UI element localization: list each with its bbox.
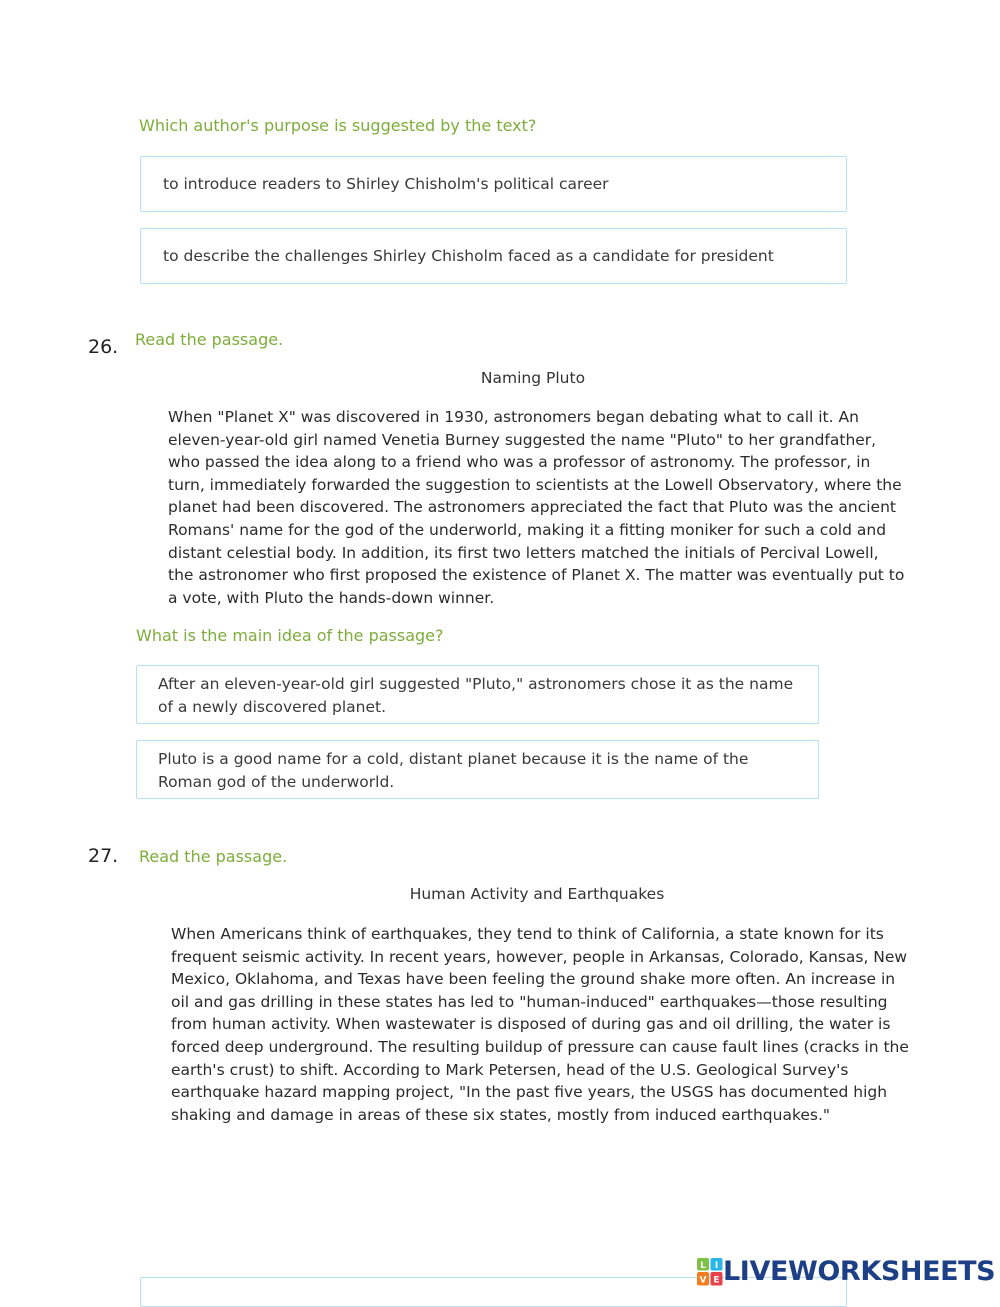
question-prompt-25: Which author's purpose is suggested by the text?: [139, 116, 537, 135]
answer-choice-text: to introduce readers to Shirley Chisholm's political career: [163, 175, 609, 193]
logo-icon-letter: L: [700, 1260, 706, 1271]
answer-choice-text: Pluto is a good name for a cold, distant planet because it is the name of the Roman god of the underworld.: [158, 750, 749, 791]
logo-icon-letter: I: [714, 1260, 719, 1271]
answer-choice[interactable]: [136, 665, 819, 724]
read-passage-instruction: Read the passage.: [139, 847, 288, 866]
passage-text: When "Planet X" was discovered in 1930, astronomers began debating what to call it. An eleven-year-old girl named Venetia Burney suggested the name "Pluto" to her grandfather, who passed the idea along to a friend who was a professor of astronomy. The professor, in turn, immediately forwarded the suggestion to scientists at the Lowell Observatory, where the planet had been discovered. The astronomers appreciated the fact that Pluto was the ancient Romans' name for the god of the underworld, making it a fitting moniker for such a cold and distant celestial body. In addition, its first two letters matched the initials of Percival Lowell, the astronomer who first proposed the existence of Planet X. The matter was eventually put to a vote, with Pluto the hands-down winner.: [168, 408, 905, 607]
logo-icon-letter: V: [699, 1275, 707, 1285]
liveworksheets-logo-icon: [697, 1258, 723, 1286]
logo-icon-letter: E: [713, 1275, 720, 1285]
answer-choice-text: to describe the challenges Shirley Chisholm faced as a candidate for president: [163, 247, 774, 265]
answer-choice[interactable]: [136, 740, 819, 799]
passage-title: Naming Pluto: [480, 369, 586, 387]
question-prompt-26: What is the main idea of the passage?: [136, 626, 444, 645]
question-number-26: 26.: [88, 336, 119, 358]
liveworksheets-logo: [697, 1256, 995, 1287]
passage-title: Human Activity and Earthquakes: [409, 885, 665, 903]
read-passage-instruction: Read the passage.: [135, 330, 284, 349]
question-number-27: 27.: [88, 845, 119, 867]
answer-choice[interactable]: [140, 156, 847, 212]
answer-choice[interactable]: [140, 228, 847, 284]
answer-choice-text: After an eleven-year-old girl suggested "Pluto," astronomers chose it as the name of a newly discovered planet.: [158, 675, 794, 716]
liveworksheets-logo-text: LIVEWORKSHEETS: [723, 1256, 996, 1287]
passage-text: When Americans think of earthquakes, they tend to think of California, a state known for its frequent seismic activity. In recent years, however, people in Arkansas, Colorado, Kansas, New Mexico, Oklahoma, and Texas have been feeling the ground shake more often. An increase in oil and gas drilling in these states has led to "human-induced" earthquakes—those resulting from human activity. When wastewater is disposed of during gas and oil drilling, the water is forced deep underground. The resulting buildup of pressure can cause fault lines (cracks in the earth's crust) to shift. According to Mark Petersen, head of the U.S. Geological Survey's earthquake hazard mapping project, "In the past five years, the USGS has documented high shaking and damage in areas of these six states, mostly from induced earthquakes.": [171, 925, 909, 1124]
